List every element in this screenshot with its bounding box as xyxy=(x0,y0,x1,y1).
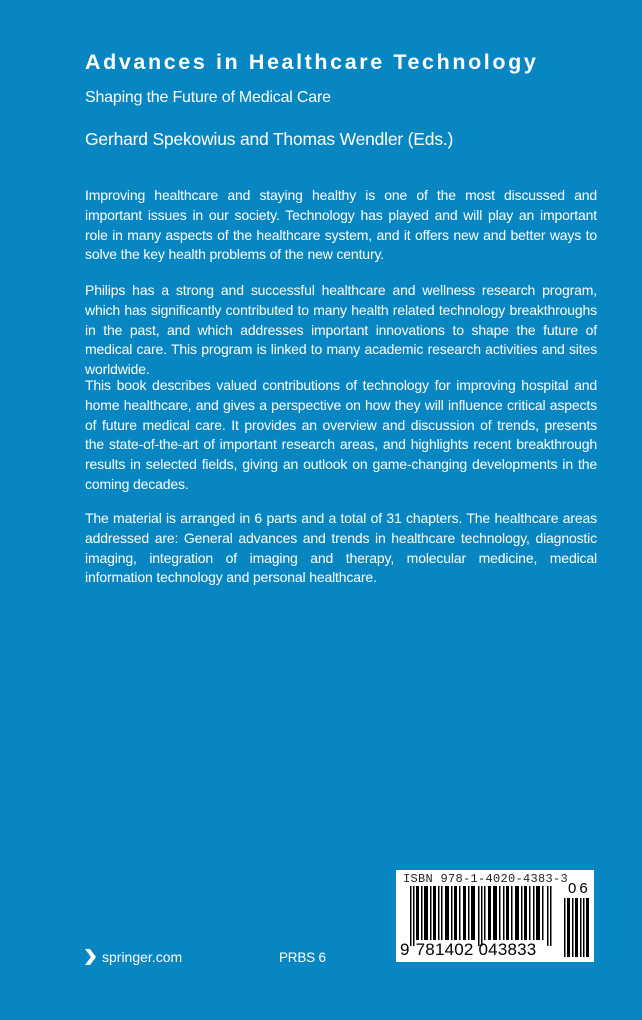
blurb-text: This book describes valued contributions of technology for improving hospital and home healthcare, and gives a perspective on how they will influence critical aspects of future medical care. It provides an overview and discussion of trends, presents the state-of-the-art of important research areas, and highlights recent breakthrough results in selected fields, giving an outlook on game-changing developments in the coming decades. xyxy=(85,377,597,492)
blurb-paragraph-3 xyxy=(85,376,597,495)
barcode-first-digit: 9 xyxy=(400,940,410,959)
book-subtitle: Shaping the Future of Medical Care xyxy=(85,89,331,106)
barcode-bars xyxy=(410,886,552,946)
publisher-link-text[interactable]: springer.com xyxy=(102,949,183,965)
series-code: PRBS 6 xyxy=(279,950,326,965)
barcode-addon-digits: 06 xyxy=(568,880,591,897)
book-editors: Gerhard Spekowius and Thomas Wendler (Eds.) xyxy=(85,129,454,149)
blurb-paragraph-4 xyxy=(85,509,597,588)
barcode-digits xyxy=(400,940,536,960)
blurb-text: The material is arranged in 6 parts and a total of 31 chapters. The healthcare areas addressed are: General advances and trends in healthcare technology, diagnostic imaging, integration of imaging and therapy, molecular medicine, medical information technology and personal healthcare. xyxy=(85,510,597,586)
isbn-label: ISBN 978-1-4020-4383-3 xyxy=(403,872,569,886)
chevron-right-icon xyxy=(84,949,96,965)
barcode-addon-bars xyxy=(564,898,590,957)
blurb-paragraph-2 xyxy=(85,281,597,380)
blurb-text: Philips has a strong and successful healthcare and wellness research program, which has significantly contributed to many health related technology breakthroughs in the past, and which addresses important innovations to shape the future of medical care. This program is linked to many academic research activities and sites worldwide. xyxy=(85,282,597,378)
book-title: Advances in Healthcare Technology xyxy=(85,50,539,74)
blurb-paragraph-1 xyxy=(85,186,597,265)
isbn-barcode xyxy=(396,870,594,962)
blurb-text: Improving healthcare and staying healthy is one of the most discussed and important issues in our society. Technology has played and will play an important role in many aspects of the healthcare system, and it offers new and better ways to solve the key health problems of the new century. xyxy=(85,187,597,263)
publisher-link[interactable] xyxy=(84,949,182,965)
barcode-digit-groups: 781402 043833 xyxy=(415,940,537,959)
